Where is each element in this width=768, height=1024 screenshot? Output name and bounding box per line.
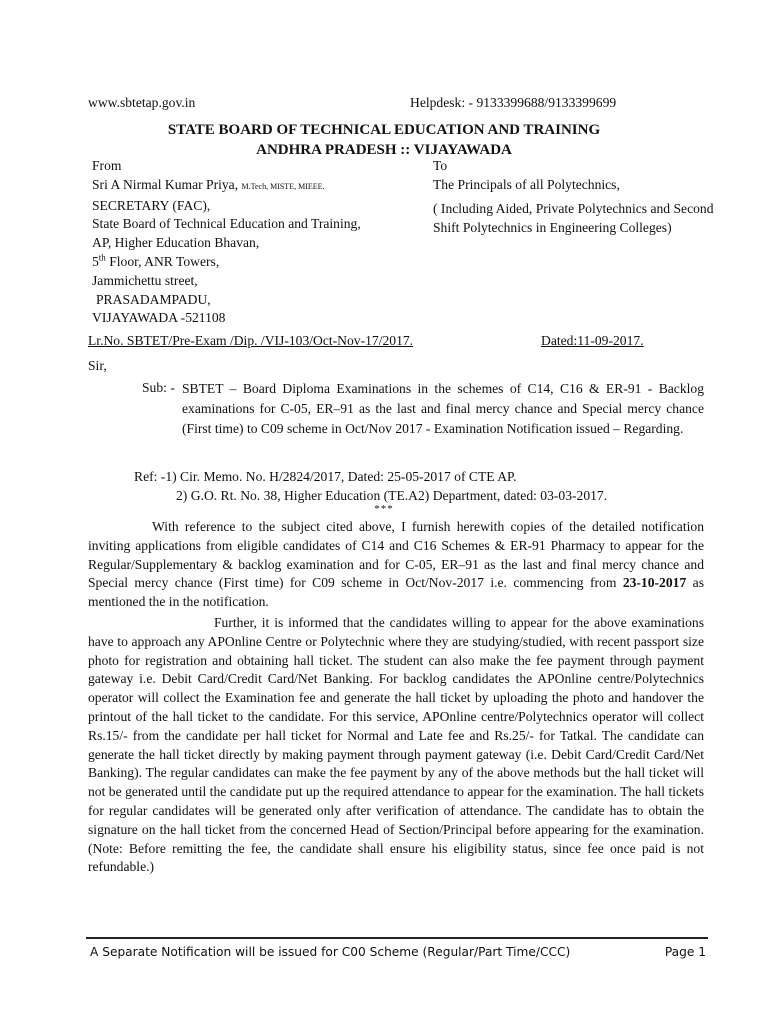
- title-line-2: ANDHRA PRADESH :: VIJAYAWADA: [256, 142, 512, 158]
- sender-line: SECRETARY (FAC),: [92, 197, 211, 213]
- sender-qualifications: M.Tech, MISTE, MIEEE.: [241, 181, 325, 191]
- exam-start-date: 23-10-2017: [622, 575, 687, 591]
- floor-number: 5: [92, 253, 99, 269]
- floor-suffix: th: [98, 252, 106, 263]
- subject-text: SBTET – Board Diploma Examinations in the schemes of C14, C16 & ER-91 - Backlog examinations for C-05, ER–91 as the last and final mercy chance and Special mercy chance (First time) to C09 scheme in Oct/Nov 2017 - Examination Notification issued – Regarding.: [182, 381, 704, 436]
- page-footer: [90, 944, 706, 961]
- footer-divider: [86, 937, 708, 939]
- sender-line: PRASADAMPADU,: [96, 291, 211, 307]
- body-paragraph-2: [88, 614, 704, 877]
- recipient-name: The Principals of all Polytechnics,: [433, 176, 620, 192]
- sender-line: AP, Higher Education Bhavan,: [92, 235, 260, 251]
- letter-reference-line: [88, 332, 678, 349]
- recipient-note: ( Including Aided, Private Polytechnics and Second Shift Polytechnics in Engineering Colleges): [433, 200, 714, 235]
- sender-line: State Board of Technical Education and Training,: [92, 216, 361, 232]
- para1-text-a: With reference to the subject cited above, I furnish herewith copies of the detailed notification inviting applications from eligible candidates of C14 and C16 Schemes & ER-91 Pharmacy to appear for the Regular/Supplementary & backlog examination and for C-05, ER–91 as the last and final mercy chance and Special mercy chance (First time) for C09 scheme in Oct/Nov-2017 i.e. commencing from: [88, 519, 704, 591]
- floor-rest: Floor, ANR Towers,: [105, 253, 220, 269]
- salutation: Sir,: [88, 358, 107, 373]
- references: [134, 467, 734, 505]
- reference-1: Ref: -1) Cir. Memo. No. H/2824/2017, Dated: 25-05-2017 of CTE AP.: [134, 469, 517, 484]
- website-link[interactable]: www.sbtetap.gov.in: [88, 95, 196, 110]
- recipient-address: [433, 157, 733, 237]
- document-title: [0, 120, 768, 160]
- from-label: From: [92, 158, 122, 173]
- sender-floor-line: [92, 253, 422, 272]
- letter-date: Dated:11-09-2017.: [541, 333, 644, 348]
- to-label: To: [433, 158, 448, 173]
- title-line-1: STATE BOARD OF TECHNICAL EDUCATION AND TRAINING: [167, 122, 601, 138]
- page-header: [88, 94, 678, 111]
- subject-label: Sub: -: [142, 380, 175, 395]
- footer-note: A Separate Notification will be issued for C00 Scheme (Regular/Part Time/CCC): [90, 945, 571, 959]
- body-paragraph-1: [88, 518, 704, 612]
- sender-line: Jammichettu street,: [92, 272, 198, 288]
- sender-address: [92, 157, 422, 328]
- para2-text: Further, it is informed that the candidates willing to appear for the above examinations have to approach any APOnline Centre or Polytechnic where they are studying/studied, with recent passport size photo for registration and obtaining hall ticket. The student can also make the fee payment through payment gateway i.e. Debit Card/Credit Card/Net Banking. For backlog candidates the APOnline centre/Polytechnics operator will collect the Examination fee and generate the hall ticket by uploading the photo and handover the printout of the hall ticket to the candidate. For this service, APOnline centre/Polytechnics operator will collect Rs.15/- from the candidate per hall ticket for Normal and Late fee and Rs.25/- for Tatkal. The candidate can generate the hall ticket directly by making payment through payment gateway (i.e. Debit Card/Credit Card/Net Banking). The regular candidates can make the fee payment by any of the above methods but the hall ticket will not be generated until the candidate put up the required attendance to appear for the examination. The hall tickets for regular candidates will be generated only after verification of attendance. The candidate has to obtain the signature on the hall ticket from the concerned Head of Section/Principal before appearing for the examination. (Note: Before remitting the fee, the candidate shall ensure his eligibility status, since fee once paid is not refundable.): [88, 615, 704, 875]
- reference-2: 2) G.O. Rt. No. 38, Higher Education (TE.A2) Department, dated: 03-03-2017.: [176, 488, 608, 503]
- helpdesk-numbers: Helpdesk: - 9133399688/9133399699: [410, 95, 617, 110]
- letter-number: Lr.No. SBTET/Pre-Exam /Dip. /VIJ-103/Oct-Nov-17/2017.: [88, 333, 414, 348]
- sender-name-line: [92, 176, 422, 197]
- sender-name: Sri A Nirmal Kumar Priya,: [92, 176, 239, 192]
- para1-text-b: as mentioned the in the notification.: [88, 575, 704, 610]
- page-number: Page 1: [664, 945, 706, 959]
- sender-line: VIJAYAWADA -521108: [92, 310, 226, 326]
- separator: ***: [374, 503, 394, 515]
